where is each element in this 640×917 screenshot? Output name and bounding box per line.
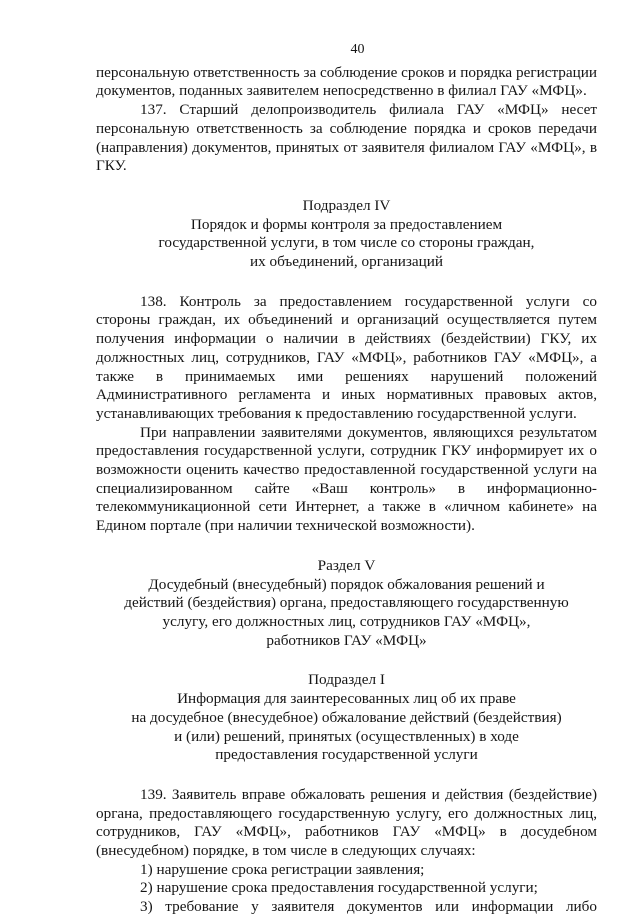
subsection-i-heading-line-3: и (или) решений, принятых (осуществленных) в ходе [174, 727, 519, 745]
section-v-heading-line-3: услугу, его должностных лиц, сотрудников ГАУ «МФЦ», [162, 612, 531, 630]
list-item-1: 1) нарушение срока регистрации заявления; [140, 860, 425, 878]
subsection-iv-heading-line-2: государственной услуги, в том числе со стороны граждан, [158, 234, 535, 252]
section-v-title: Раздел V [317, 556, 376, 574]
list-item-3: 3) требование у заявителя документов или информации либо [140, 898, 597, 916]
paragraph-138-continued: При направлении заявителями документов, являющихся результатом предоставления государственной услуги, сотрудник ГКУ информирует их о возможности оценить качество предоставленной государственной услуги на специализированном сайте «Ваш контроль» в информационно-телекоммуникационной сети Интернет, а также в «личном кабинете» на Едином портале (при наличии технической возможности). [96, 423, 597, 535]
paragraph-137: 137. Старший делопроизводитель филиала ГАУ «МФЦ» несет персональную ответственность за соблюдение порядка и сроков передачи (направления) документов, принятых от заявителя филиалом ГАУ «МФЦ», в ГКУ. [96, 101, 597, 175]
subsection-i-title: Подраздел I [308, 671, 385, 689]
page-number: 40 [350, 42, 365, 57]
section-v-heading-line-1: Досудебный (внесудебный) порядок обжалования решений и [148, 575, 545, 593]
subsection-iv-title: Подраздел IV [302, 196, 391, 214]
subsection-i-heading-line-4: предоставления государственной услуги [215, 746, 478, 764]
section-v-heading-line-4: работников ГАУ «МФЦ» [266, 631, 427, 649]
subsection-i-heading-line-1: Информация для заинтересованных лиц об их праве [177, 690, 516, 708]
paragraph-continuation: персональную ответственность за соблюдение сроков и порядка регистрации документов, поданных заявителем непосредственно в филиал ГАУ «МФЦ». [96, 63, 597, 100]
subsection-iv-heading-line-3: их объединений, организаций [249, 253, 444, 271]
list-item-2: 2) нарушение срока предоставления государственной услуги; [140, 879, 538, 897]
subsection-i-heading-line-2: на досудебное (внесудебное) обжалование действий (бездействия) [131, 708, 562, 726]
paragraph-139: 139. Заявитель вправе обжаловать решения и действия (бездействие) органа, предоставляющего государственную услугу, его должностных лиц, сотрудников, ГАУ «МФЦ», работников ГАУ «МФЦ» в досудебном (внесудебном) порядке, в том числе в следующих случаях: [96, 785, 597, 860]
section-v-heading-line-2: действий (бездействия) органа, предоставляющего государственную [124, 594, 569, 612]
paragraph-138: 138. Контроль за предоставлением государственной услуги со стороны граждан, их объединений и организаций осуществляется путем получения информации о наличии в действиях (бездействии) ГКУ, их должностных лиц, сотрудников, ГАУ «МФЦ», работников ГАУ «МФЦ», а также в принимаемых ими решениях нарушений положений Административного регламента и иных нормативных правовых актов, устанавливающих требования к предоставлению государственной услуги. [96, 292, 597, 422]
subsection-iv-heading-line-1: Порядок и формы контроля за предоставлением [190, 215, 503, 233]
